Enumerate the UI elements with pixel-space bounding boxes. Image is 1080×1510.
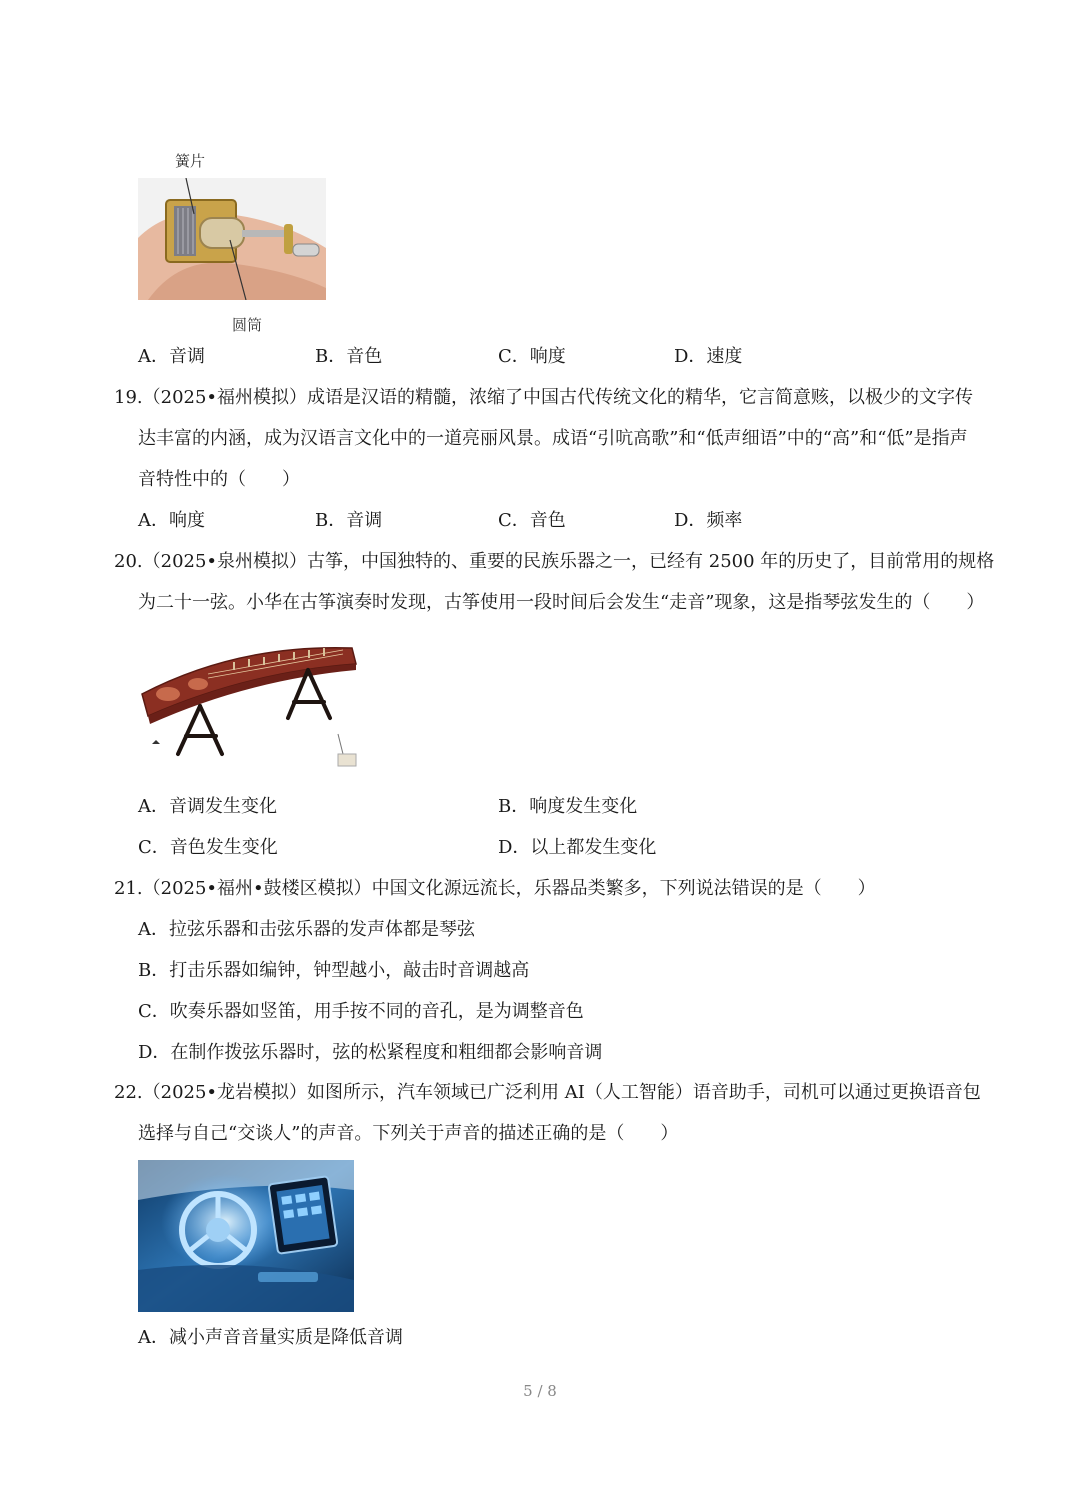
- q18-option-d: D．速度: [674, 346, 743, 367]
- q19-stem-line-2: 达丰富的内涵，成为汉语言文化中的一道亮丽风景。成语“引吭高歌”和“低声细语”中的“高”和“低”是指声: [138, 428, 968, 449]
- q21-option-a: A．拉弦乐器和击弦乐器的发声体都是琴弦: [138, 919, 475, 940]
- q20-stem-line-1: 20.（2025•泉州模拟）古筝，中国独特的、重要的民族乐器之一，已经有 2500 年的历史了，目前常用的规格: [114, 551, 995, 572]
- car-ai-assistant-image: [138, 1160, 354, 1312]
- q18-option-a: A．音调: [138, 346, 205, 367]
- q22-stem-line-1: 22.（2025•龙岩模拟）如图所示，汽车领域已广泛利用 AI（人工智能）语音助手，司机可以通过更换语音包: [114, 1082, 981, 1103]
- q18-option-b: B．音色: [315, 346, 383, 367]
- q18-option-c: C．响度: [498, 346, 566, 367]
- figure-label-cylinder: 圆筒: [232, 316, 263, 334]
- q19-option-b: B．音调: [315, 510, 383, 531]
- figure-label-reed: 簧片: [175, 152, 206, 170]
- q19-stem-line-3: 音特性中的（ ）: [138, 469, 300, 490]
- q21-option-b: B．打击乐器如编钟，钟型越小，敲击时音调越高: [138, 960, 530, 981]
- q22-stem-line-2: 选择与自己“交谈人”的声音。下列关于声音的描述正确的是（ ）: [138, 1123, 679, 1144]
- q20-option-c: C．音色发生变化: [138, 837, 278, 858]
- guzheng-image: [138, 636, 360, 778]
- q19-option-c: C．音色: [498, 510, 566, 531]
- q21-option-c: C．吹奏乐器如竖笛，用手按不同的音孔，是为调整音色: [138, 1001, 584, 1022]
- q21-option-d: D．在制作拨弦乐器时，弦的松紧程度和粗细都会影响音调: [138, 1042, 603, 1063]
- page-number: 5 / 8: [523, 1382, 557, 1400]
- q19-stem-line-1: 19.（2025•福州模拟）成语是汉语的精髓，浓缩了中国古代传统文化的精华，它言简意赅，以极少的文字传: [114, 387, 974, 408]
- q20-stem-line-2: 为二十一弦。小华在古筝演奏时发现，古筝使用一段时间后会发生“走音”现象，这是指琴弦发生的（ ）: [138, 592, 985, 613]
- music-box-image: [138, 178, 326, 300]
- q19-option-d: D．频率: [674, 510, 743, 531]
- q20-option-b: B．响度发生变化: [498, 796, 638, 817]
- q19-option-a: A．响度: [138, 510, 205, 531]
- q20-option-d: D．以上都发生变化: [498, 837, 657, 858]
- q20-option-a: A．音调发生变化: [138, 796, 277, 817]
- q22-option-a: A．减小声音音量实质是降低音调: [138, 1327, 403, 1348]
- q21-stem-line-1: 21.（2025•福州•鼓楼区模拟）中国文化源远流长，乐器品类繁多，下列说法错误的是（ ）: [114, 878, 876, 899]
